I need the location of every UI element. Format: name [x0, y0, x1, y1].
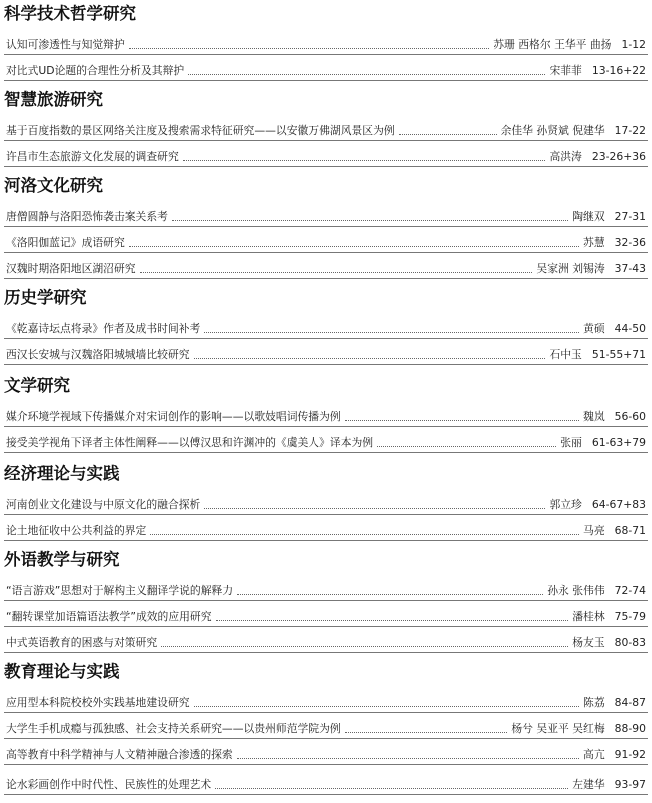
article-title[interactable]: 基于百度指数的景区网络关注度及搜索需求特征研究——以安徽万佛湖风景区为例: [6, 124, 395, 137]
entry-divider: [4, 364, 648, 365]
article-title[interactable]: 许昌市生态旅游文化发展的调查研究: [6, 150, 179, 163]
entry-divider: [4, 54, 648, 55]
article-author: 高洪涛: [549, 150, 582, 163]
article-title[interactable]: 河南创业文化建设与中原文化的融合探析: [6, 498, 201, 511]
page-range: 56-60: [614, 410, 646, 423]
toc-entry-line: [6, 346, 646, 362]
dot-leader: [237, 594, 543, 595]
toc-entry[interactable]: [0, 634, 652, 660]
toc-entry[interactable]: [0, 496, 652, 522]
page-range: 32-36: [614, 236, 646, 249]
entry-divider: [4, 166, 648, 167]
article-title[interactable]: 汉魏时期洛阳地区湖沼研究: [6, 262, 136, 275]
page-range: 1-12: [621, 38, 646, 51]
dot-leader: [215, 788, 568, 789]
toc-entry[interactable]: [0, 36, 652, 62]
article-title[interactable]: “语言游戏”思想对于解构主义翻译学说的解释力: [6, 584, 234, 597]
toc-entry-line: [6, 720, 646, 736]
article-title[interactable]: “翻转课堂加语篇语法教学”成效的应用研究: [6, 610, 212, 623]
article-title[interactable]: 中式英语教育的困惑与对策研究: [6, 636, 158, 649]
toc-entry[interactable]: [0, 320, 652, 346]
page-range: 37-43: [614, 262, 646, 275]
entry-divider: [4, 338, 648, 339]
dot-leader: [216, 620, 569, 621]
entry-divider: [4, 626, 648, 627]
dot-leader: [172, 220, 568, 221]
dot-leader: [399, 134, 497, 135]
dot-leader: [204, 332, 579, 333]
section-heading: 教育理论与实践: [4, 662, 120, 681]
dot-leader: [161, 646, 568, 647]
article-title[interactable]: 《洛阳伽蓝记》成语研究: [6, 236, 125, 249]
article-author: 黄硕: [583, 322, 605, 335]
section-heading: 文学研究: [4, 376, 70, 395]
toc-entry[interactable]: [0, 62, 652, 88]
entry-divider: [4, 600, 648, 601]
page-range: 80-83: [614, 636, 646, 649]
page-range: 13-16+22: [591, 64, 646, 77]
toc-entry-line: [6, 208, 646, 224]
article-title[interactable]: 大学生手机成瘾与孤独感、社会支持关系研究——以贵州师范学院为例: [6, 722, 341, 735]
entry-divider: [4, 652, 648, 653]
toc-entry[interactable]: [0, 260, 652, 286]
toc-entry[interactable]: [0, 148, 652, 174]
article-title[interactable]: 对比式UD论题的合理性分析及其辩护: [6, 64, 185, 77]
article-author: 陶继双: [572, 210, 605, 223]
toc-entry[interactable]: [0, 776, 652, 802]
toc-entry-line: [6, 496, 646, 512]
page-range: 51-55+71: [591, 348, 646, 361]
toc-entry-line: [6, 608, 646, 624]
article-title[interactable]: 认知可渗透性与知觉辩护: [6, 38, 125, 51]
article-author: 孙永 张伟伟: [547, 584, 605, 597]
article-author: 高亢: [583, 748, 605, 761]
toc-entry[interactable]: [0, 208, 652, 234]
entry-divider: [4, 140, 648, 141]
section-heading: 外语教学与研究: [4, 550, 120, 569]
dot-leader: [204, 508, 545, 509]
section-heading: 经济理论与实践: [4, 464, 120, 483]
article-author: 潘桂林: [572, 610, 605, 623]
dot-leader: [345, 732, 508, 733]
entry-divider: [4, 514, 648, 515]
page-range: 88-90: [614, 722, 646, 735]
article-author: 苏珊 西格尔 王华平 曲扬: [493, 38, 612, 51]
page-range: 44-50: [614, 322, 646, 335]
toc-entry-line: [6, 320, 646, 336]
toc-entry-line: [6, 746, 646, 762]
dot-leader: [377, 446, 556, 447]
page-range: 68-71: [614, 524, 646, 537]
toc-entry-line: [6, 234, 646, 250]
article-title[interactable]: 高等教育中科学精神与人文精神融合渗透的探索: [6, 748, 233, 761]
entry-divider: [4, 80, 648, 81]
article-title[interactable]: 应用型本科院校校外实践基地建设研究: [6, 696, 190, 709]
page-range: 23-26+36: [591, 150, 646, 163]
toc-entry-line: [6, 694, 646, 710]
page-range: 84-87: [614, 696, 646, 709]
toc-entry-line: [6, 122, 646, 138]
toc-entry[interactable]: [0, 434, 652, 460]
article-author: 杨兮 吴亚平 吴红梅: [511, 722, 605, 735]
toc-entry-line: [6, 62, 646, 78]
entry-divider: [4, 278, 648, 279]
section-heading: 河洛文化研究: [4, 176, 103, 195]
toc-entry-line: [6, 776, 646, 792]
article-title[interactable]: 唐僧圆静与洛阳恐怖袭击案关系考: [6, 210, 168, 223]
article-author: 石中玉: [549, 348, 582, 361]
entry-divider: [4, 764, 648, 765]
dot-leader: [129, 246, 579, 247]
article-author: 吴家洲 刘锡涛: [536, 262, 605, 275]
dot-leader: [237, 758, 579, 759]
toc-entry-line: [6, 260, 646, 276]
dot-leader: [345, 420, 579, 421]
toc-entry[interactable]: [0, 608, 652, 634]
toc-entry[interactable]: [0, 122, 652, 148]
page-range: 93-97: [614, 778, 646, 791]
page-range: 17-22: [614, 124, 646, 137]
article-author: 郭立珍: [549, 498, 582, 511]
dot-leader: [188, 74, 545, 75]
article-author: 左建华: [572, 778, 605, 791]
page-range: 64-67+83: [591, 498, 646, 511]
entry-divider: [4, 712, 648, 713]
article-author: 杨友玉: [572, 636, 605, 649]
entry-divider: [4, 794, 648, 795]
article-author: 苏慧: [583, 236, 605, 249]
article-title[interactable]: 媒介环境学视域下传播媒介对宋词创作的影响——以歌妓唱词传播为例: [6, 410, 341, 423]
article-title[interactable]: 西汉长安城与汉魏洛阳城城墙比较研究: [6, 348, 190, 361]
section-heading: 科学技术哲学研究: [4, 4, 136, 23]
article-author: 陈荔: [583, 696, 605, 709]
page-range: 27-31: [614, 210, 646, 223]
article-author: 马亮: [583, 524, 605, 537]
toc-entry[interactable]: [0, 694, 652, 720]
section-heading: 历史学研究: [4, 288, 87, 307]
toc-entry[interactable]: [0, 746, 652, 772]
dot-leader: [183, 160, 546, 161]
dot-leader: [194, 358, 546, 359]
dot-leader: [129, 48, 489, 49]
entry-divider: [4, 226, 648, 227]
entry-divider: [4, 252, 648, 253]
dot-leader: [140, 272, 533, 273]
toc-entry-line: [6, 522, 646, 538]
toc-entry-line: [6, 634, 646, 650]
toc-entry[interactable]: [0, 408, 652, 434]
toc-entry[interactable]: [0, 582, 652, 608]
toc-entry[interactable]: [0, 234, 652, 260]
article-author: 张丽: [560, 436, 582, 449]
page-range: 61-63+79: [591, 436, 646, 449]
article-author: 余佳华 孙贤斌 倪建华: [500, 124, 605, 137]
article-title[interactable]: 接受美学视角下译者主体性阐释——以傅汉思和许渊冲的《虞美人》译本为例: [6, 436, 374, 449]
article-title[interactable]: 论土地征收中公共利益的界定: [6, 524, 147, 537]
entry-divider: [4, 426, 648, 427]
toc-entry[interactable]: [0, 346, 652, 372]
entry-divider: [4, 452, 648, 453]
dot-leader: [194, 706, 579, 707]
section-heading: 智慧旅游研究: [4, 90, 103, 109]
article-author: 魏岚: [583, 410, 605, 423]
page-range: 72-74: [614, 584, 646, 597]
page-range: 91-92: [614, 748, 646, 761]
toc-entry-line: [6, 582, 646, 598]
toc-entry-line: [6, 408, 646, 424]
toc-entry-line: [6, 148, 646, 164]
toc-entry[interactable]: [0, 522, 652, 548]
toc-entry[interactable]: [0, 720, 652, 746]
dot-leader: [150, 534, 579, 535]
article-author: 宋菲菲: [549, 64, 582, 77]
entry-divider: [4, 738, 648, 739]
entry-divider: [4, 540, 648, 541]
page-range: 75-79: [614, 610, 646, 623]
toc-entry-line: [6, 434, 646, 450]
toc-entry-line: [6, 36, 646, 52]
article-title[interactable]: 论水彩画创作中时代性、民族性的处理艺术: [6, 778, 212, 791]
article-title[interactable]: 《乾嘉诗坛点将录》作者及成书时间补考: [6, 322, 201, 335]
